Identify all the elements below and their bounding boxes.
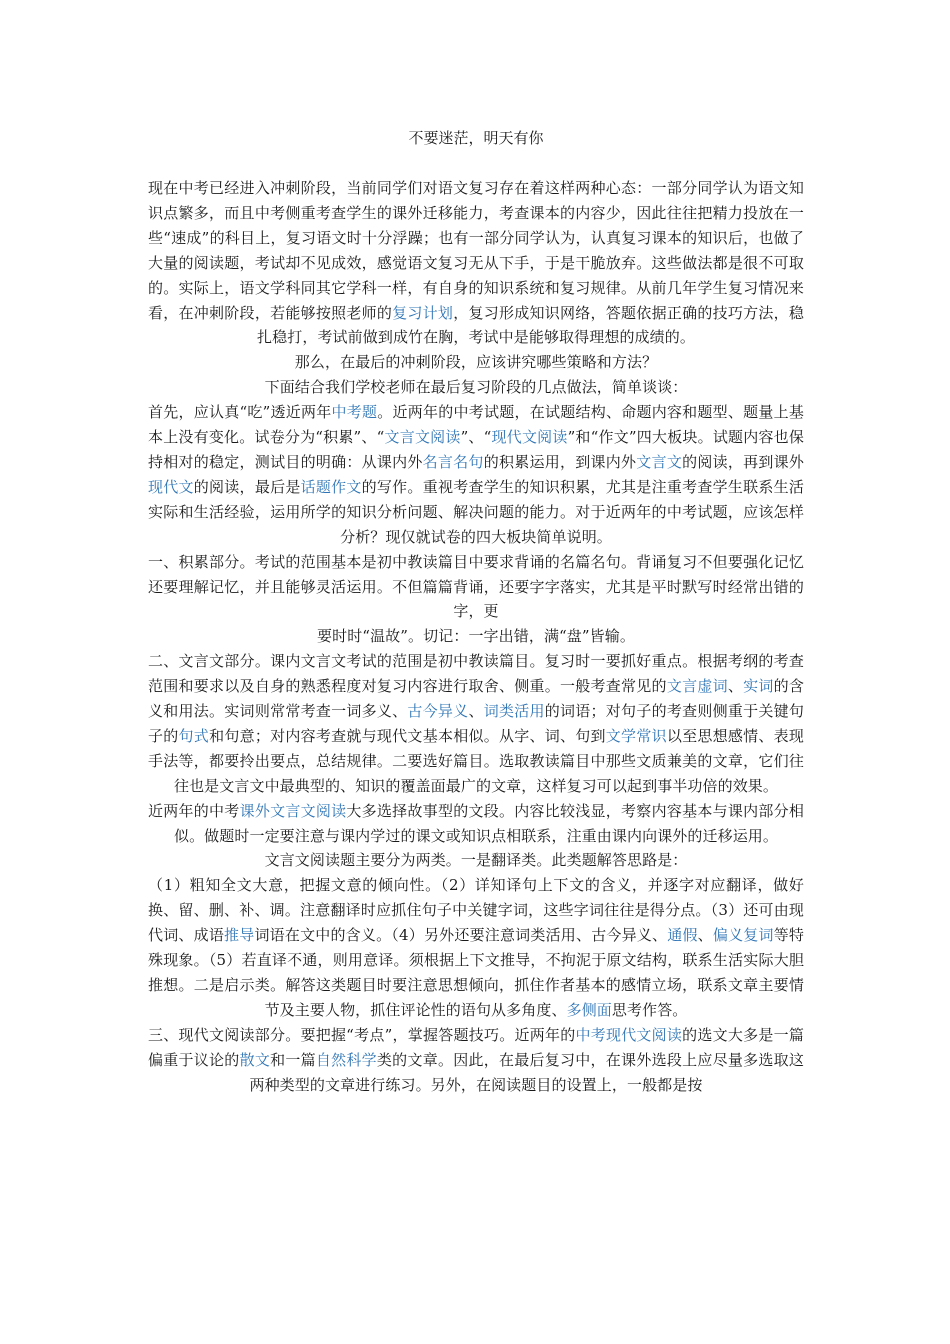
paragraph-text: 要时时“温故”。切记：一字出错，满“盘”皆输。 xyxy=(317,627,635,646)
paragraph-text: 。近两年的中考试题，在试题结构、命题内容和题型、题量上基本上没有变化。试卷分为“积累”、“ xyxy=(148,403,804,447)
document-body xyxy=(148,176,804,1098)
paragraph-text: 以至思想感情、表现手法等，都要拎出要点，总结规律。二要选好篇目。选取教读篇目中那些文质兼美的文章，它们往往也是文言文中最典型的、知识的覆盖面最广的文章，这样复习可以起到事半功倍的效果。 xyxy=(148,726,805,795)
keyword-link[interactable]: 文言文 xyxy=(636,452,683,471)
paragraph-text: 现在中考已经进入冲刺阶段，当前同学们对语文复习存在着这样两种心态：一部分同学认为语文知识点繁多，而且中考侧重考查学生的课外迁移能力，考查课本的内容少，因此往往把精力投放在一些“速成”的科目上，复习语文时十分浮躁；也有一部分同学认为，认真复习课本的知识后，也做了大量的阅读题，考试却不见成效，感觉语文复习无从下手，于是干脆放弃。这些做法都是很不可取的。实际上，语文学科同其它学科一样，有自身的知识系统和复习规律。从前几年学生复习情况来看，在冲刺阶段，若能够按照老师的 xyxy=(148,179,804,322)
paragraph-part2b xyxy=(148,799,804,849)
keyword-link[interactable]: 自然科学 xyxy=(315,1050,377,1069)
paragraph-text: 思考作答。 xyxy=(611,1000,688,1019)
keyword-link[interactable]: 散文 xyxy=(239,1050,271,1069)
keyword-link[interactable]: 古今异义 xyxy=(407,702,469,721)
keyword-link[interactable]: 名言名句 xyxy=(422,452,484,471)
paragraph-text: 、 xyxy=(697,926,713,945)
paragraph-text: 近两年的中考 xyxy=(148,801,240,820)
keyword-link[interactable]: 多侧面 xyxy=(566,1000,612,1019)
keyword-link[interactable]: 文学常识 xyxy=(605,726,667,745)
paragraph-part2d xyxy=(148,873,804,1022)
page-title: 不要迷茫，明天有你 xyxy=(408,129,544,147)
keyword-link[interactable]: 复习计划 xyxy=(392,303,454,322)
paragraph-text: （1）粗知全文大意，把握文意的倾向性。（2）详知译句上下文的含义，并逐字对应翻译，做好换、留、删、补、调。注意翻译时应抓住句子中关键字词，这些字词往往是得分点。（3）还可由现代词、成语 xyxy=(148,876,804,945)
keyword-link[interactable]: 通假 xyxy=(667,926,698,945)
paragraph-text: 的选文大多是一篇偏重于议论的 xyxy=(148,1025,804,1069)
paragraph-text: 的词语；对句子的考查则侧重于关键句子的 xyxy=(148,702,805,745)
paragraph-text: 的阅读，再到课外 xyxy=(682,452,804,471)
paragraph-text: 一、积累部分。考试的范围基本是初中教读篇目中要求背诵的名篇名句。背诵复习不但要强化记忆还要理解记忆，并且能够灵活运用。不但篇篇背诵，还要字字落实，尤其是平时默写时经常出错的字，更 xyxy=(148,552,804,621)
document-page xyxy=(148,120,804,1098)
paragraph-text: 那么，在最后的冲刺阶段，应该讲究哪些策略和方法？ xyxy=(294,353,658,372)
paragraph-lead xyxy=(148,375,804,400)
paragraph-text: ”和“作文”四大板块。试题内容也保持相对的稳定，测试目的明确：从课内外 xyxy=(148,428,804,471)
keyword-link[interactable]: 现代文 xyxy=(148,477,194,496)
paragraph-text: 词语在文中的含义。（4）另外还要注意词类活用、古今异义、 xyxy=(254,926,668,945)
keyword-link[interactable]: 推导 xyxy=(224,926,255,945)
paragraph-text: 下面结合我们学校老师在最后复习阶段的几点做法，简单谈谈： xyxy=(264,378,688,397)
paragraph-text: 和句意；对内容考查就与现代文基本相似。从字、词、句到 xyxy=(209,726,606,745)
paragraph-part3 xyxy=(148,1023,804,1098)
keyword-link[interactable]: 现代文阅读 xyxy=(491,428,568,447)
paragraph-text: 等特殊现象。（5）若直译不通，则用意译。须根据上下文推导，不拘泥于原文结构，联系生活实际大胆推想。二是启示类。解答这类题目时要注意思想倾向，抓住作者基本的感情立场，联系文章主要情节及主要人物，抓住评论性的语句从多角度、 xyxy=(148,926,805,1019)
paragraph-text: 的含义和用法。实词则常常考查一词多义、 xyxy=(148,677,805,721)
paragraph-text: 文言文阅读题主要分为两类。一是翻译类。此类题解答思路是： xyxy=(264,851,688,870)
paragraph-text: 的写作。重视考查学生的知识积累，尤其是注重考查学生联系生活实际和生活经验，运用所学的知识分析问题、解决问题的能力。对于近两年的中考试题，应该怎样分析？现仅就试卷的四大板块简单说明。 xyxy=(148,477,805,546)
keyword-link[interactable]: 文言文阅读 xyxy=(384,428,461,447)
paragraph-text: 、 xyxy=(468,702,484,721)
paragraph-part1b xyxy=(148,624,804,649)
keyword-link[interactable]: 课外文言文阅读 xyxy=(239,801,347,820)
keyword-link[interactable]: 中考题 xyxy=(331,403,378,422)
keyword-link[interactable]: 文言虚词 xyxy=(666,677,728,696)
paragraph-part2c xyxy=(148,848,804,873)
paragraph-part1 xyxy=(148,550,804,625)
paragraph-text: ”、“ xyxy=(460,428,492,447)
paragraph-text: 三、现代文阅读部分。要把握“考点”，掌握答题技巧。近两年的 xyxy=(148,1025,576,1044)
paragraph-text: 大多选择故事型的文段。内容比较浅显，考察内容基本与课内部分相似。做题时一定要注意与课内学过的课文或知识点相联系，注重由课内向课外的迁移运用。 xyxy=(173,801,805,845)
paragraph-part2 xyxy=(148,649,804,798)
paragraph-text: 和一篇 xyxy=(270,1050,316,1069)
paragraph-first xyxy=(148,400,804,549)
keyword-link[interactable]: 话题作文 xyxy=(300,477,362,496)
keyword-link[interactable]: 偏义复词 xyxy=(712,926,774,945)
keyword-link[interactable]: 中考现代文阅读 xyxy=(575,1025,683,1044)
paragraph-intro xyxy=(148,176,804,350)
paragraph-text: 首先，应认真“吃”透近两年 xyxy=(148,403,332,422)
keyword-link[interactable]: 词类活用 xyxy=(483,702,545,721)
paragraph-question xyxy=(148,350,804,375)
paragraph-text: 类的文章。因此，在最后复习中，在课外选段上应尽量多选取这两种类型的文章进行练习。另外，在阅读题目的设置上，一般都是按 xyxy=(249,1050,805,1094)
paragraph-text: ，复习形成知识网络，答题依据正确的技巧方法，稳扎稳打，考试前做到成竹在胸，考试中是能够取得理想的成绩的。 xyxy=(257,303,805,347)
keyword-link[interactable]: 实词 xyxy=(743,677,774,696)
keyword-link[interactable]: 句式 xyxy=(178,726,210,745)
paragraph-text: 的阅读，最后是 xyxy=(193,477,301,496)
paragraph-text: 的积累运用，到课内外 xyxy=(483,452,637,471)
paragraph-text: 二、文言文部分。课内文言文考试的范围是初中教读篇目。复习时一要抓好重点。根据考纲的考查范围和要求以及自身的熟悉程度对复习内容进行取舍、侧重。一般考查常见的 xyxy=(148,652,804,696)
paragraph-text: 、 xyxy=(727,677,744,696)
